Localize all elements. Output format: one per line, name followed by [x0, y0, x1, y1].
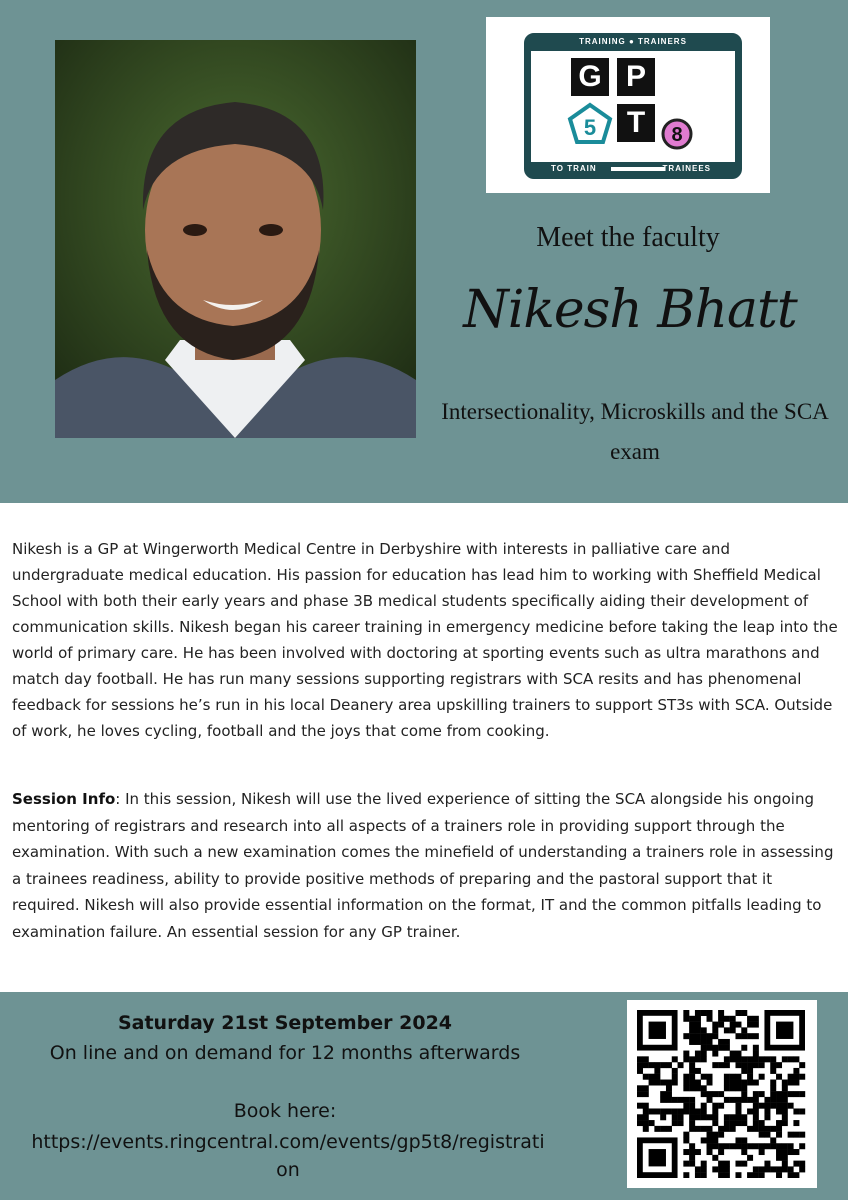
logo-tile-g: G — [571, 58, 609, 96]
logo-bottom-left: TO TRAIN — [551, 164, 597, 173]
logo-divider — [611, 167, 665, 171]
faculty-photo — [55, 40, 416, 438]
booking-label: Book here: — [233, 1100, 337, 1122]
logo-circle-icon — [661, 118, 693, 150]
logo-pentagon-icon — [567, 102, 613, 146]
svg-text:8: 8 — [671, 124, 683, 146]
session-info-text: : In this session, Nikesh will use the lived experience of sitting the SCA alongside his ongoing mentoring of registrars and research into all aspects of a trainers role in providing support through the examination. With such a new examination comes the minefield of understanding a trainers role in assessing a trainees readiness, ability to provide positive methods of preparing and the pastoral support that it required. Nikesh will also provide essential information on the format, IT and the common pitfalls leading to examination failure. An essential session for any GP trainer. — [12, 790, 834, 941]
logo-frame — [524, 33, 742, 179]
meet-the-faculty-heading: Meet the faculty — [536, 222, 720, 253]
logo-bottom-right: TRAINEES — [662, 164, 711, 173]
logo-tile-t: T — [617, 104, 655, 142]
event-date: Saturday 21st September 2024 — [117, 1012, 453, 1034]
session-info-label: Session Info — [12, 790, 116, 808]
logo-tile-p: P — [617, 58, 655, 96]
event-availability: On line and on demand for 12 months afterwards — [49, 1042, 521, 1064]
logo-bottom-bar — [531, 162, 735, 176]
booking-qr-code[interactable] — [627, 1000, 817, 1188]
booking-link[interactable]: https://events.ringcentral.com/events/gp5t8/registration — [31, 1131, 545, 1181]
gp5t8-logo — [486, 17, 770, 193]
logo-top-text: TRAINING ● TRAINERS — [531, 36, 735, 51]
faculty-bio: Nikesh is a GP at Wingerworth Medical Centre in Derbyshire with interests in palliative care and undergraduate medical education. His passion for education has lead him to working with Sheffield Medical School with both their early years and phase 3B medical students specifically aiding their development of communication skills. Nikesh began his career training in emergency medicine before taking the leap into the world of primary care. He has been involved with doctoring at sporting events such as ultra marathons and match day football. He has run many sessions supporting registrars with SCA resits and has phenomenal feedback for sessions he’s run in his local Deanery area upskilling trainers to support ST3s with SCA. Outside of work, he loves cycling, football and the joys that come from cooking. — [12, 540, 838, 740]
svg-text:5: 5 — [583, 115, 597, 140]
faculty-name: Nikesh Bhatt — [463, 280, 797, 340]
session-info — [12, 786, 838, 945]
session-topic: Intersectionality, Microskills and the SCA exam — [441, 399, 829, 464]
